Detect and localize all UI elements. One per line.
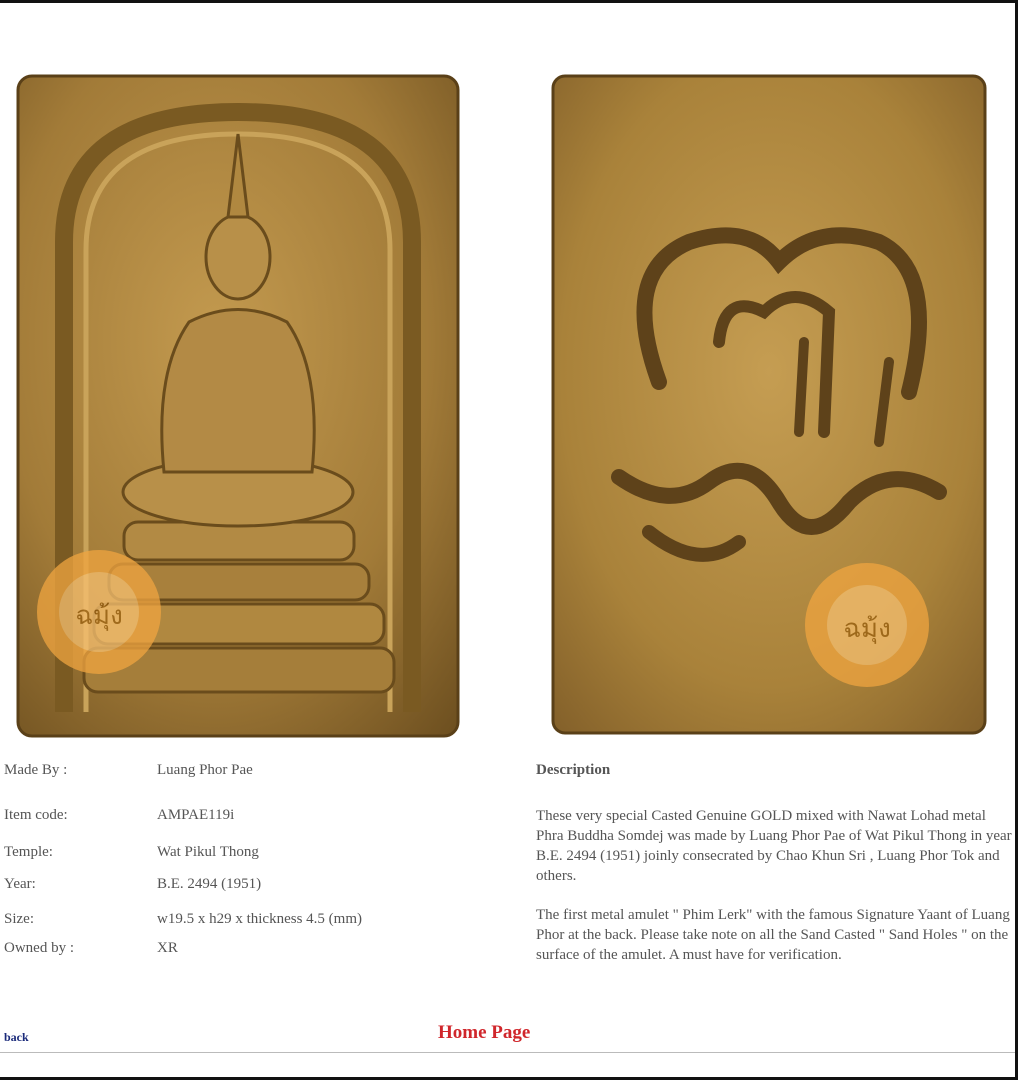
description-title: Description <box>536 762 611 778</box>
footer-divider <box>0 1052 1015 1053</box>
description-paragraph-2: The first metal amulet " Phim Lerk" with the famous Signature Yaant of Luang Phor at the back. Please take note on all the Sand Casted " Sand Holes " on the surface of the amulet. A must have for verification. <box>536 907 1010 963</box>
item-code-label: Item code: <box>4 807 68 823</box>
owned-by-label: Owned by : <box>4 940 74 956</box>
temple-label: Temple: <box>4 844 53 860</box>
item-code-value: AMPAE119i <box>157 807 235 823</box>
size-value: w19.5 x h29 x thickness 4.5 (mm) <box>157 911 362 927</box>
back-link[interactable]: back <box>4 1030 29 1044</box>
watermark-text: ฉมุ้ง <box>75 601 123 631</box>
made-by-value: Luang Phor Pae <box>157 762 253 778</box>
amulet-front-image <box>14 72 462 740</box>
owned-by-value: XR <box>157 940 178 956</box>
amulet-back-image <box>549 72 989 737</box>
temple-value: Wat Pikul Thong <box>157 844 259 860</box>
description-paragraph-1: These very special Casted Genuine GOLD mixed with Nawat Lohad metal Phra Buddha Somdej was made by Luang Phor Pae of Wat Pikul Thong in year B.E. 2494 (1951) joinly consecrated by Chao Khun Sri , Luang Phor Tok and others. <box>536 808 1012 884</box>
frame-top-border <box>0 0 1018 3</box>
year-value: B.E. 2494 (1951) <box>157 876 262 892</box>
size-label: Size: <box>4 911 34 927</box>
home-page-link[interactable]: Home Page <box>438 1022 531 1043</box>
year-label: Year: <box>4 876 36 892</box>
watermark-text: ฉมุ้ง <box>843 614 891 644</box>
made-by-label: Made By : <box>4 762 68 778</box>
